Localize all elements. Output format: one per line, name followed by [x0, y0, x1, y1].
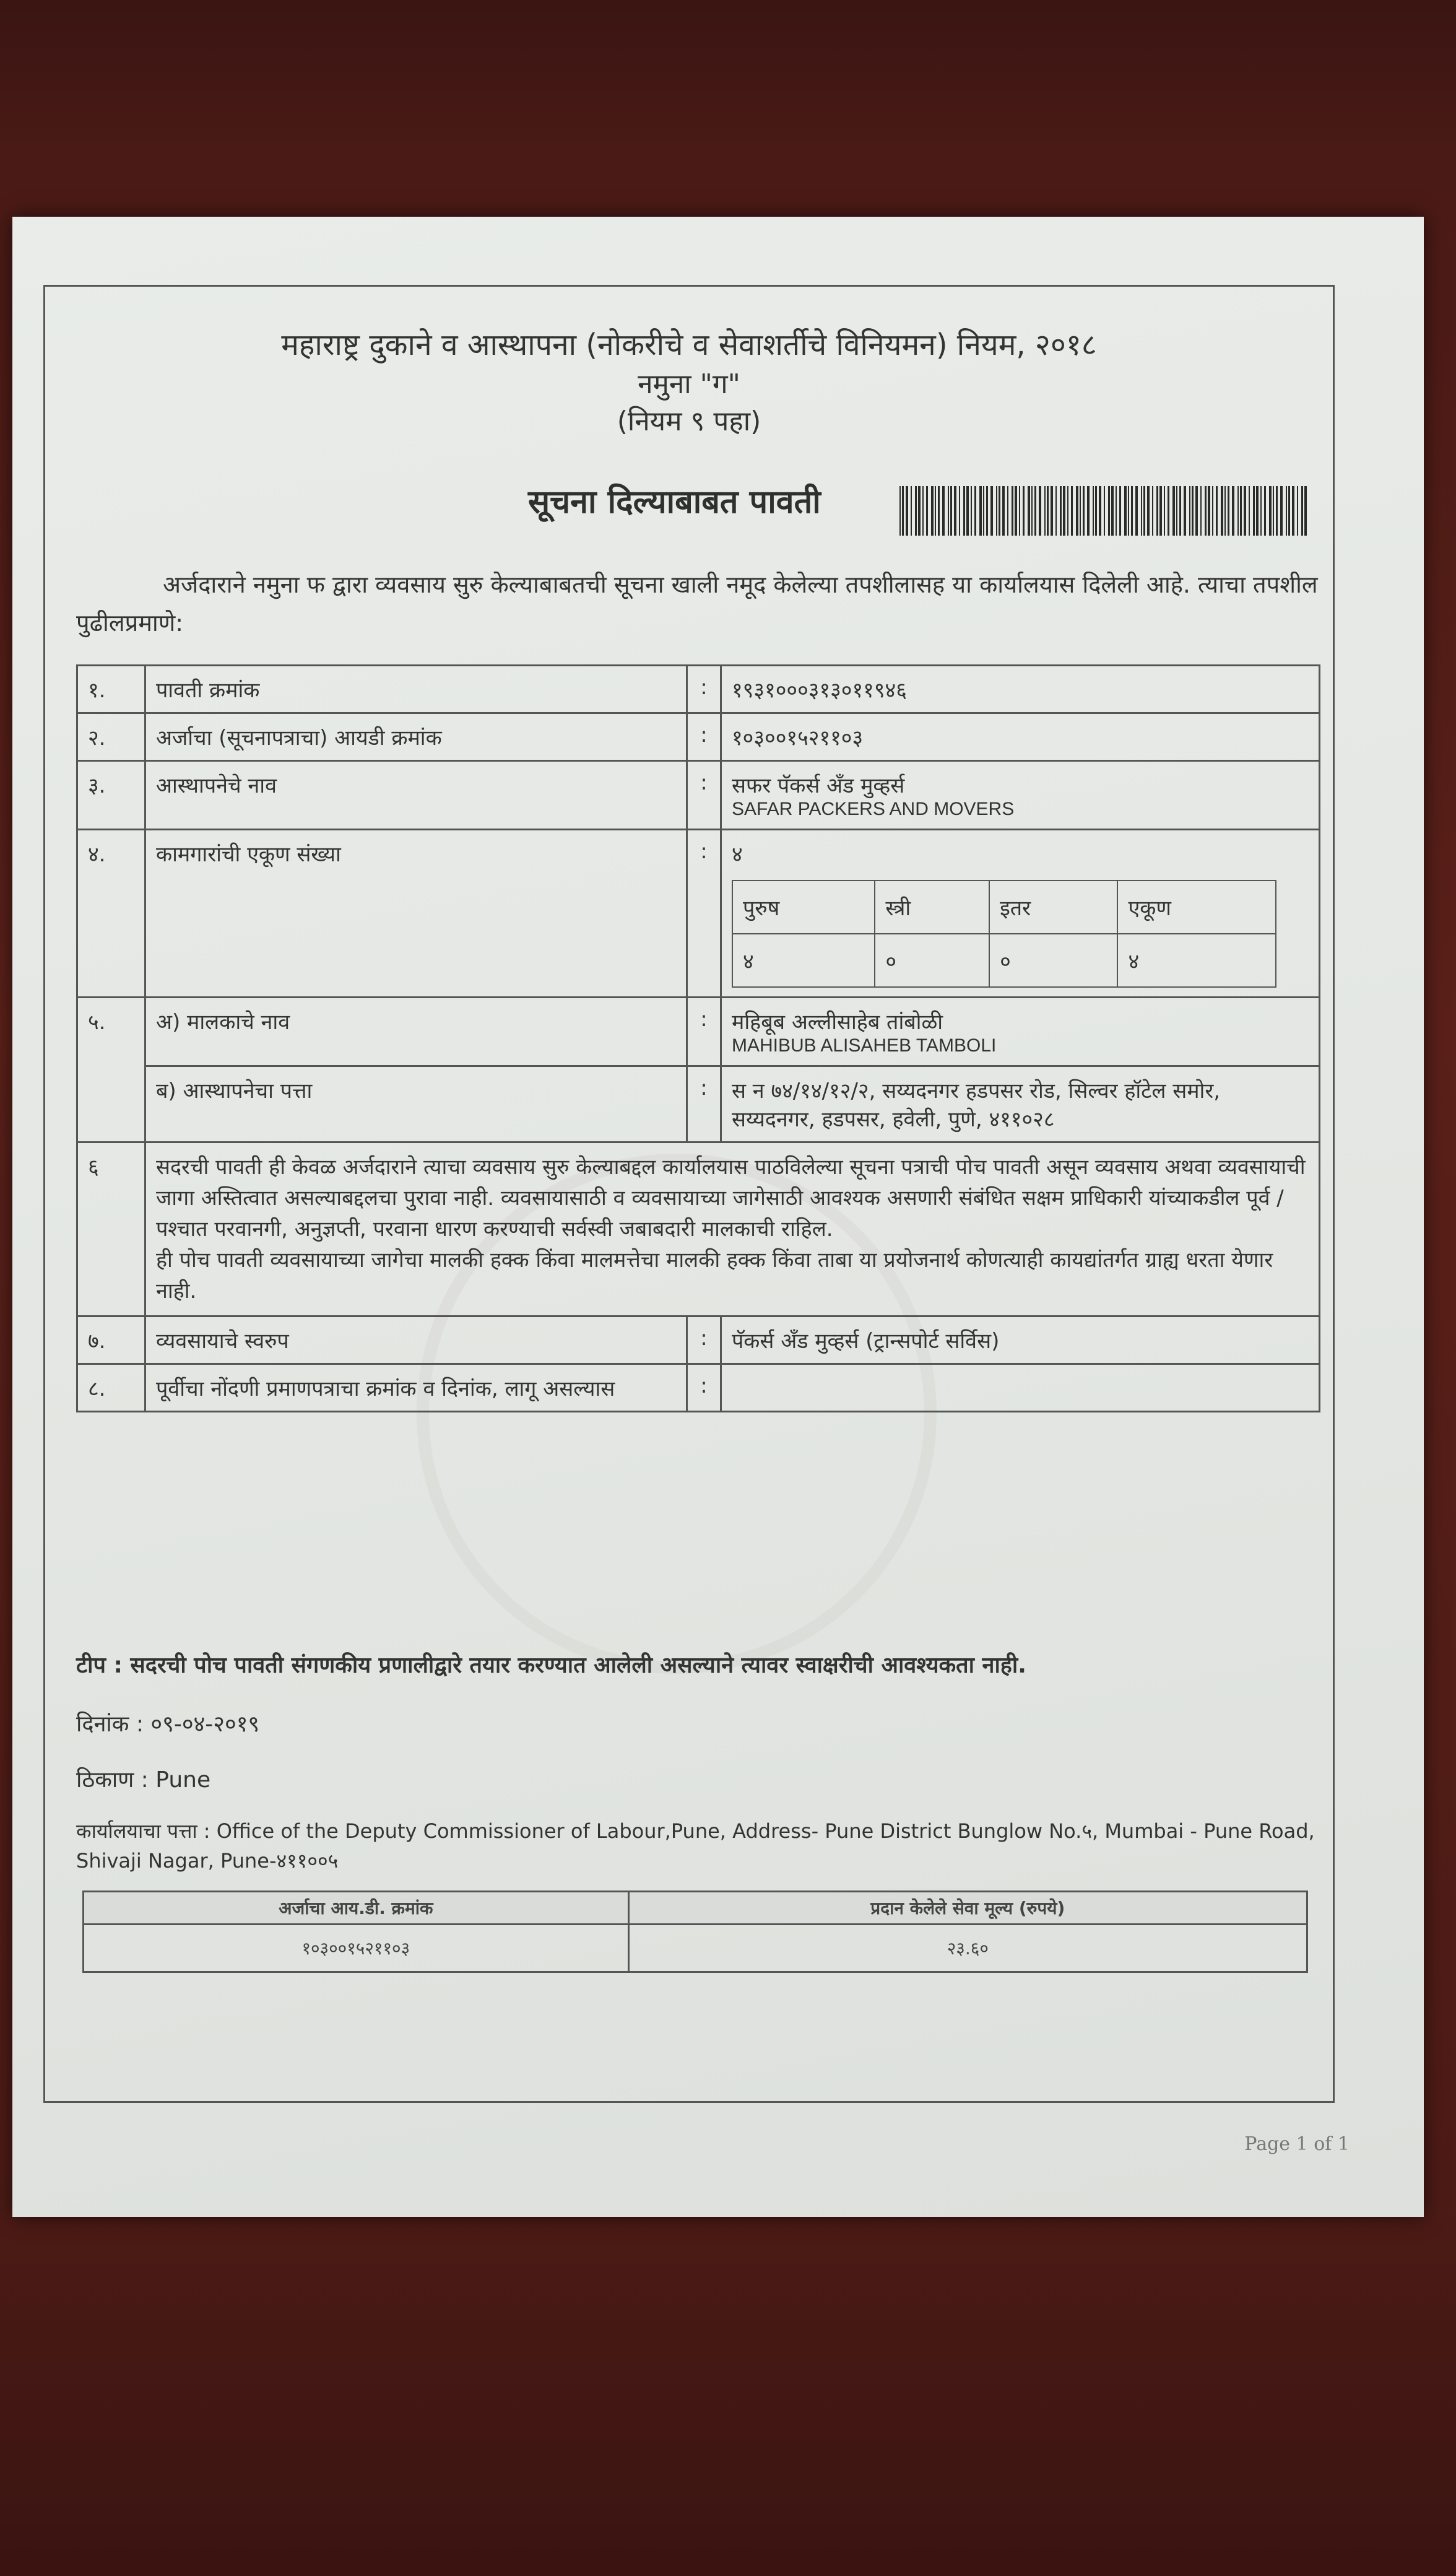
date-text: दिनांक : ०९-०४-२०१९	[76, 1712, 260, 1737]
table-row	[77, 761, 1320, 830]
row-number: ४.	[77, 830, 145, 998]
document-paper	[12, 217, 1424, 2217]
value-total: ४	[1117, 934, 1276, 987]
worker-breakdown-table	[732, 880, 1276, 988]
value-male: ४	[732, 934, 875, 987]
colon: :	[687, 713, 721, 761]
row-number: ८.	[77, 1364, 145, 1412]
application-id: १०३००१५२११०३	[721, 713, 1320, 761]
fee-table	[82, 1891, 1308, 1973]
row-label: आस्थापनेचे नाव	[145, 761, 687, 830]
owner-name-cell	[721, 998, 1320, 1066]
place-text: ठिकाण : Pune	[76, 1767, 211, 1793]
colon: :	[687, 998, 721, 1066]
header-female: स्त्री	[875, 881, 989, 934]
row-label: पावती क्रमांक	[145, 666, 687, 713]
worker-count-cell	[721, 830, 1320, 998]
header-other: इतर	[989, 881, 1117, 934]
row-number: १.	[77, 666, 145, 713]
row-label: अर्जाचा (सूचनापत्राचा) आयडी क्रमांक	[145, 713, 687, 761]
business-nature: पॅकर्स अँड मुव्हर्स (ट्रान्सपोर्ट सर्विस)	[721, 1316, 1320, 1364]
worker-total: ४	[732, 842, 743, 867]
page-number: Page 1 of 1	[1244, 2133, 1350, 2155]
fee-application-id: १०३००१५२११०३	[84, 1925, 629, 1972]
header-male: पुरुष	[732, 881, 875, 934]
table-row	[77, 998, 1320, 1066]
table-row	[77, 666, 1320, 713]
row-number: २.	[77, 713, 145, 761]
colon: :	[687, 666, 721, 713]
colon: :	[687, 830, 721, 998]
header-rule-title: महाराष्ट्र दुकाने व आस्थापना (नोकरीचे व सेवाशर्तीचे विनियमन) नियम, २०१८	[281, 328, 1097, 362]
owner-name-en: MAHIBUB ALISAHEB TAMBOLI	[732, 1035, 997, 1056]
colon: :	[687, 1364, 721, 1412]
table-row	[77, 830, 1320, 998]
row-label: कामगारांची एकूण संख्या	[145, 830, 687, 998]
receipt-number: १९३१०००३१३०११९४६	[721, 666, 1320, 713]
colon: :	[687, 1066, 721, 1142]
value-female: ०	[875, 934, 989, 987]
row-label: ब) आस्थापनेचा पत्ता	[145, 1066, 687, 1142]
document-frame	[43, 285, 1335, 2103]
table-row	[77, 713, 1320, 761]
header-rule-ref: (नियम ९ पहा)	[617, 406, 761, 437]
row-number: ७.	[77, 1316, 145, 1364]
row-number: ५.	[77, 998, 145, 1142]
document-title: सूचना दिल्याबाबत पावती	[528, 484, 821, 521]
establishment-address: स न ७४/१४/१२/२, सय्यदनगर हडपसर रोड, सिल्वर हॉटेल समोर, सय्यदनगर, हडपसर, हवेली, पुणे, ४११०२८	[721, 1066, 1320, 1142]
row-label: अ) मालकाचे नाव	[145, 998, 687, 1066]
table-row	[77, 1142, 1320, 1316]
colon: :	[687, 1316, 721, 1364]
colon: :	[687, 761, 721, 830]
row-number: ३.	[77, 761, 145, 830]
fee-header-amount: प्रदान केलेले सेवा मूल्य (रुपये)	[628, 1892, 1307, 1925]
table-row	[77, 1066, 1320, 1142]
table-row	[77, 1364, 1320, 1412]
header-total: एकूण	[1117, 881, 1276, 934]
details-table	[76, 664, 1320, 1412]
disclaimer-cell	[145, 1142, 1320, 1316]
intro-paragraph: अर्जदाराने नमुना फ द्वारा व्यवसाय सुरु केल्याबाबतची सूचना खाली नमूद केलेल्या तपशीलासह या कार्यालयास दिलेली आहे. त्याचा तपशील पुढीलप्रमाणे:	[76, 571, 1318, 637]
owner-name: महिबूब अल्लीसाहेब तांबोळी	[732, 1010, 943, 1035]
header-form-name: नमुना "ग"	[638, 368, 740, 400]
note-text: टीप : सदरची पोच पावती संगणकीय प्रणालीद्वारे तयार करण्यात आलेली असल्याने त्यावर स्वाक्षरीची आवश्यकता नाही.	[76, 1653, 1026, 1678]
fee-header-id: अर्जाचा आय.डी. क्रमांक	[84, 1892, 629, 1925]
disclaimer-text: सदरची पावती ही केवळ अर्जदाराने त्याचा व्यवसाय सुरु केल्याबद्दल कार्यालयास पाठविलेल्या सूचना पत्राची पोच पावती असून व्यवसाय अथवा व्यवसायाची जागा अस्तित्वात असल्याबद्दलचा पुरावा नाही. व्यवसायासाठी व व्यवसायाच्या जागेसाठी आवश्यक असणारी संबंधित सक्षम प्राधिकारी यांच्याकडील पूर्व / पश्चात परवानगी, अनुज्ञप्ती, परवाना धारण करण्याची सर्वस्वी जबाबदारी मालकाची राहिल.	[156, 1155, 1306, 1242]
table-row	[77, 1316, 1320, 1364]
fee-amount: २३.६०	[628, 1925, 1307, 1972]
office-address: कार्यालयाचा पत्ता : Office of the Deputy Commissioner of Labour,Pune, Address- Pune District Bunglow No.५, Mumbai - Pune Road, Shivaji Nagar, Pune-४११००५	[76, 1819, 1315, 1873]
establishment-name-en: SAFAR PACKERS AND MOVERS	[732, 799, 1015, 819]
barcode-image	[899, 486, 1308, 536]
row-label: व्यवसायाचे स्वरुप	[145, 1316, 687, 1364]
disclaimer-text-2: ही पोच पावती व्यवसायाच्या जागेचा मालकी हक्क किंवा मालमत्तेचा मालकी हक्क किंवा ताबा या प्रयोजनार्थ कोणत्याही कायद्यांतर्गत ग्राह्य धरता येणार नाही.	[156, 1248, 1273, 1303]
row-label: पूर्वीचा नोंदणी प्रमाणपत्राचा क्रमांक व दिनांक, लागू असल्यास	[145, 1364, 687, 1412]
establishment-name-cell	[721, 761, 1320, 830]
row-number: ६	[77, 1142, 145, 1316]
establishment-name: सफर पॅकर्स अँड मुव्हर्स	[732, 773, 905, 798]
value-other: ०	[989, 934, 1117, 987]
previous-registration	[721, 1364, 1320, 1412]
